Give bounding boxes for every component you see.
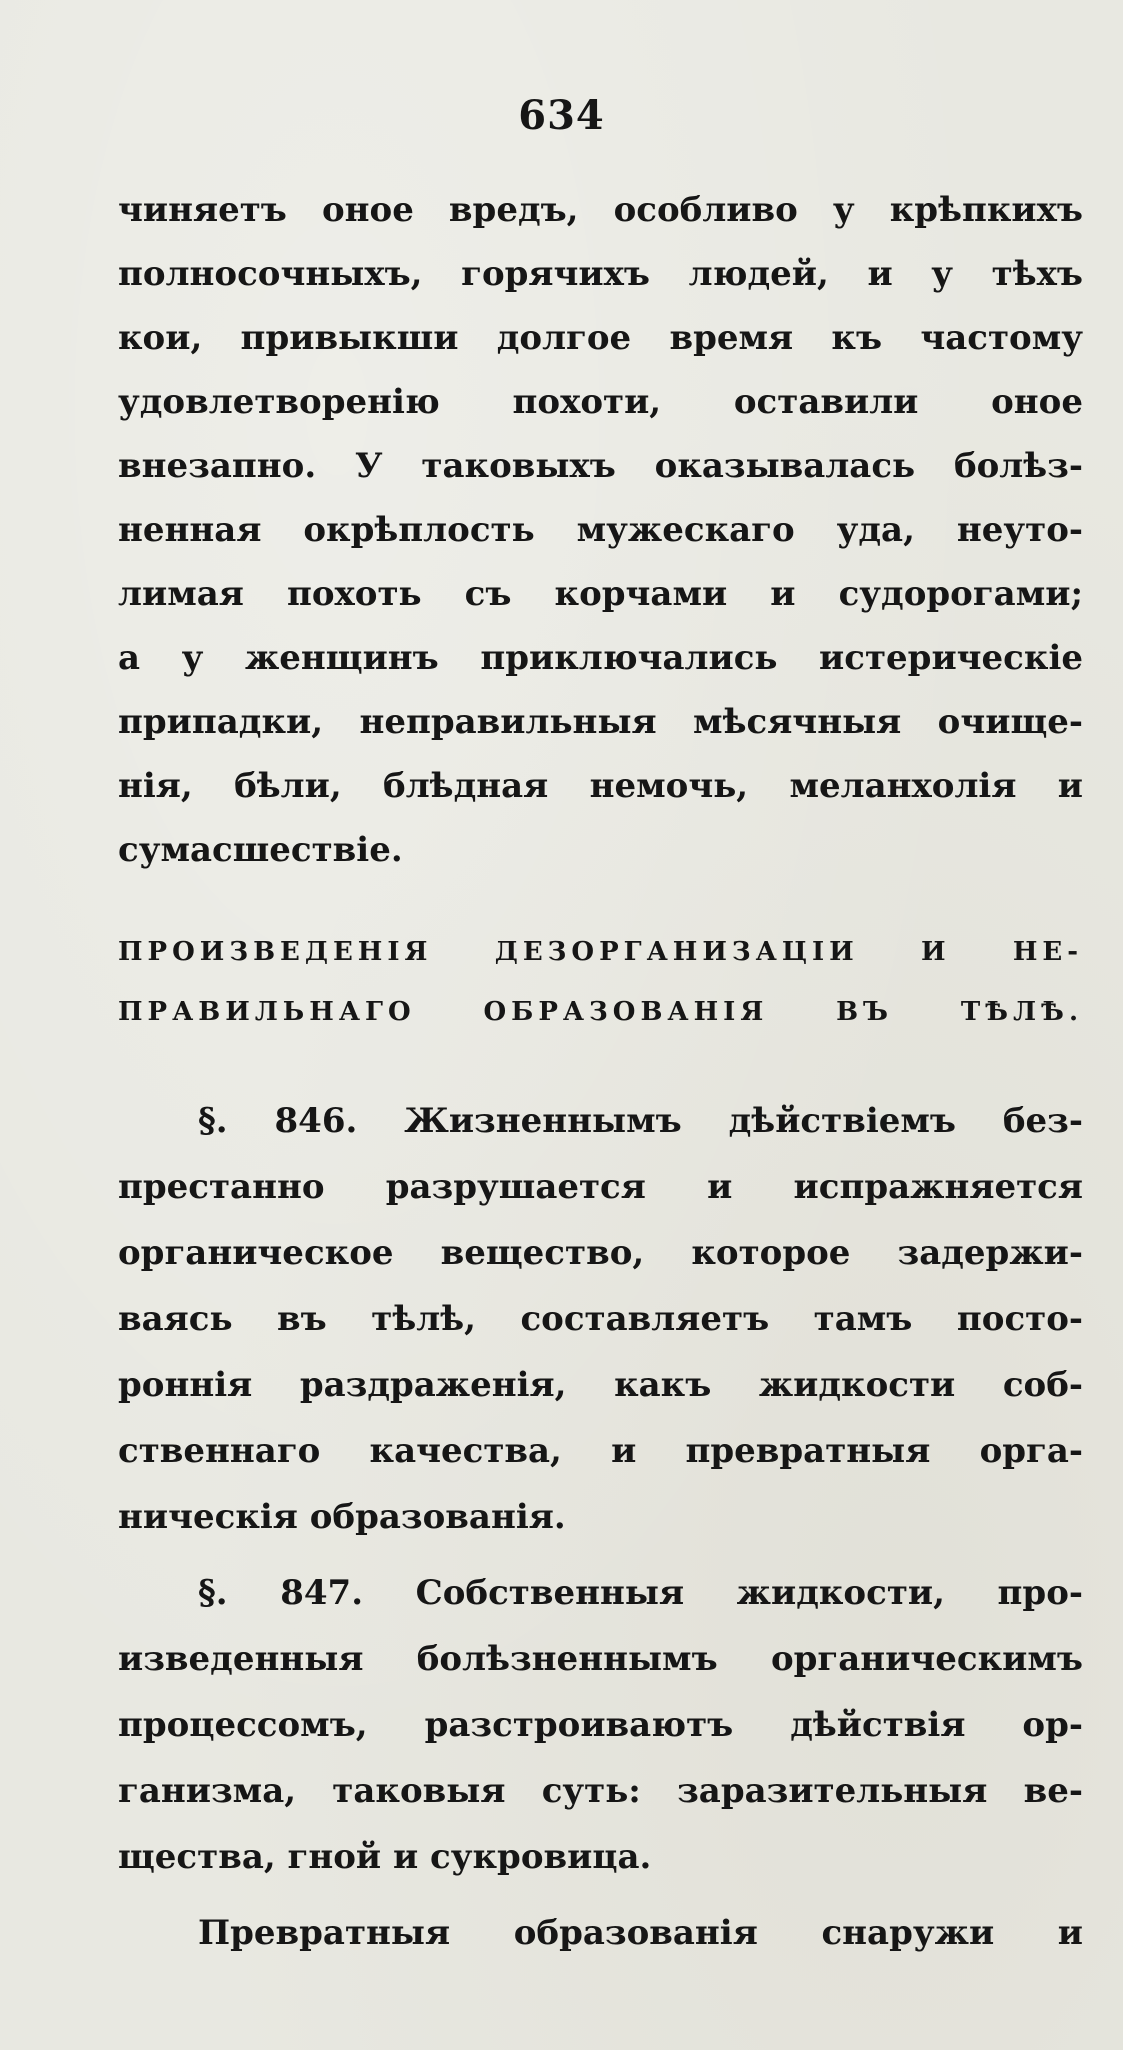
text-line: чиняетъ оное вредъ, особливо у крѣпкихъ bbox=[118, 190, 1083, 230]
text-line: кои, привыкши долгое время къ частому bbox=[118, 318, 1083, 358]
text-line: а у женщинъ приключались истерическіе bbox=[118, 638, 1083, 678]
text-line: Превратныя образованія снаружи и bbox=[198, 1913, 1083, 1953]
text-line: внезапно. У таковыхъ оказывалась болѣз- bbox=[118, 446, 1083, 486]
heading-line: ПРАВИЛЬНАГО ОБРАЗОВАНІЯ ВЪ ТѢЛѢ. bbox=[118, 997, 1083, 1027]
text-line: удовлетворенію похоти, оставили оное bbox=[118, 382, 1083, 422]
text-line: полносочныхъ, горячихъ людей, и у тѣхъ bbox=[118, 254, 1083, 294]
paragraph-last bbox=[118, 1900, 1083, 1966]
paragraph-846 bbox=[118, 1088, 1083, 1550]
section-heading bbox=[118, 922, 1083, 1042]
text-line: щества, гной и сукровица. bbox=[118, 1837, 652, 1877]
heading-line: ПРОИЗВЕДЕНІЯ ДЕЗОРГАНИЗАЦІИ И НЕ- bbox=[118, 937, 1083, 967]
page-number: 634 bbox=[518, 92, 605, 139]
paragraph-847 bbox=[118, 1560, 1083, 1890]
text-line: §. 847. Собственныя жидкости, про- bbox=[198, 1573, 1083, 1613]
text-line: престанно разрушается и испражняется bbox=[118, 1167, 1083, 1207]
text-line: ненная окрѣплость мужескаго уда, неуто- bbox=[118, 510, 1083, 550]
paragraph-continuation bbox=[118, 178, 1083, 882]
text-line: нія, бѣли, блѣдная немочь, меланхолія и bbox=[118, 766, 1083, 806]
page-body bbox=[118, 178, 1083, 1966]
text-line: процессомъ, разстроиваютъ дѣйствія ор- bbox=[118, 1705, 1083, 1745]
text-line: изведенныя болѣзненнымъ органическимъ bbox=[118, 1639, 1083, 1679]
text-line: роннія раздраженія, какъ жидкости соб- bbox=[118, 1365, 1083, 1405]
text-line: ганизма, таковыя суть: заразительныя ве- bbox=[118, 1771, 1083, 1811]
text-line: §. 846. Жизненнымъ дѣйствіемъ без- bbox=[198, 1101, 1083, 1141]
text-line: сумасшествіе. bbox=[118, 830, 403, 870]
text-line: ническія образованія. bbox=[118, 1497, 566, 1537]
text-line: органическое вещество, которое задержи- bbox=[118, 1233, 1083, 1273]
text-line: ваясь въ тѣлѣ, составляетъ тамъ посто- bbox=[118, 1299, 1083, 1339]
text-line: припадки, неправильныя мѣсячныя очище- bbox=[118, 702, 1083, 742]
text-line: лимая похоть съ корчами и судорогами; bbox=[118, 574, 1083, 614]
text-line: ственнаго качества, и превратныя орга- bbox=[118, 1431, 1083, 1471]
